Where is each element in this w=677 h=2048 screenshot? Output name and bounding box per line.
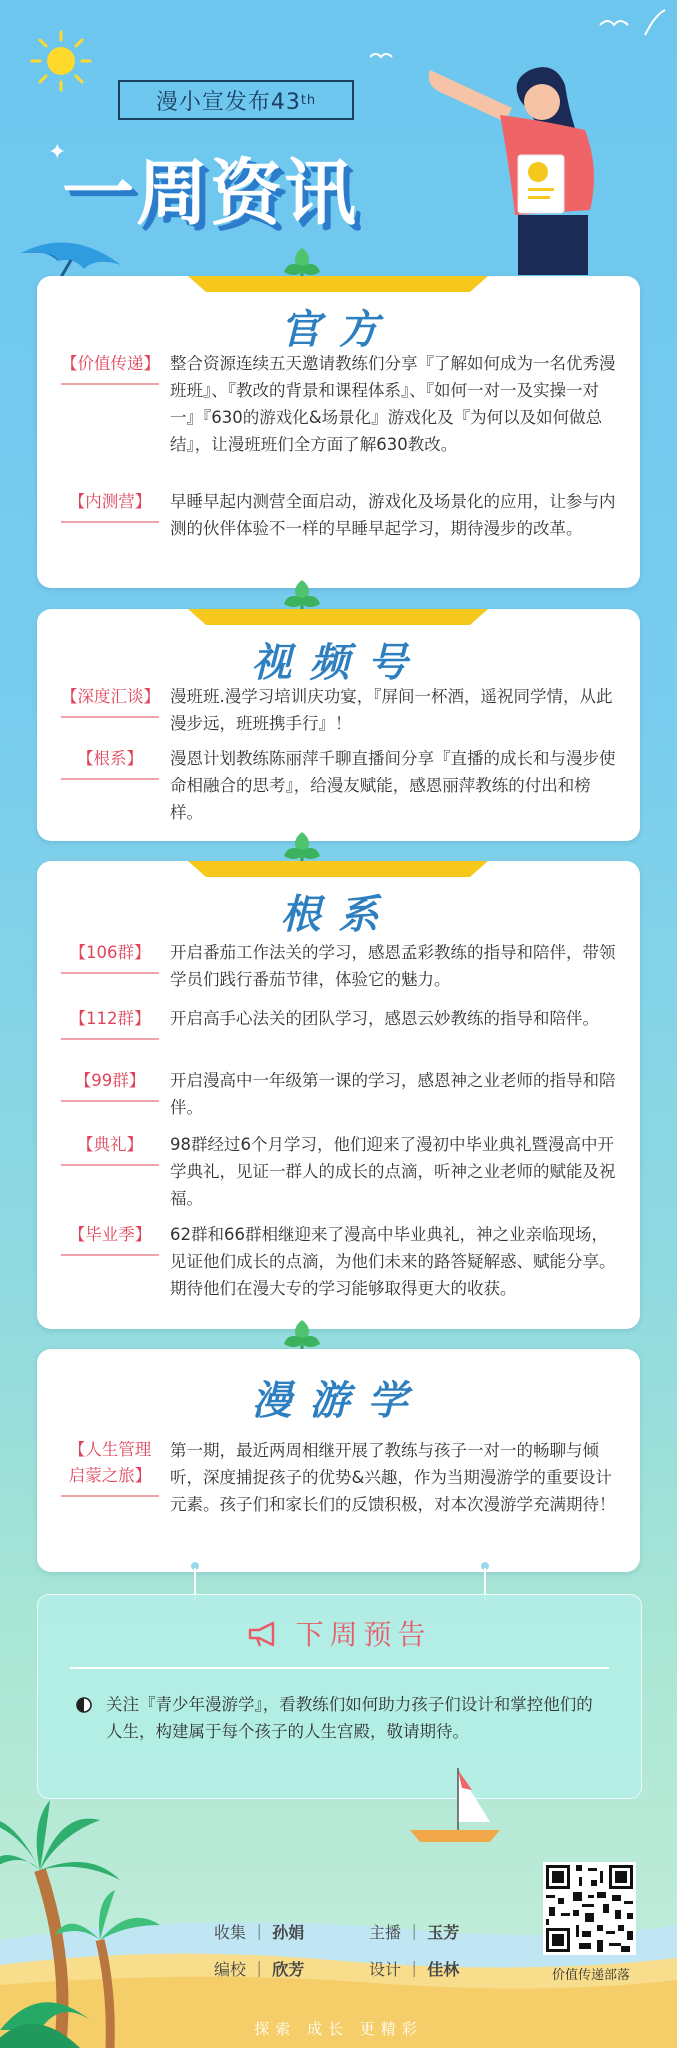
megaphone-icon (247, 1620, 281, 1648)
item-text: 开启漫高中一年级第一课的学习，感恩神之业老师的指导和陪伴。 (170, 1071, 616, 1117)
credit-label: 主播 (369, 1923, 402, 1942)
section-card-official (37, 276, 640, 588)
section-card-video (37, 609, 640, 841)
birds-decoration (370, 5, 670, 65)
section-title: 根系 (280, 891, 397, 938)
item-tag: 【根系】 (61, 745, 159, 780)
credit-collect: 收集 ｜ 孙娟 (214, 1923, 305, 1942)
section-card-travel-study (37, 1349, 640, 1572)
preview-text: 关注『青少年漫游学』，看教练们如何助力孩子们设计和掌控他们的人生，构建属于每个孩子的人生宫殿，敬请期待。 (106, 1695, 593, 1741)
preview-title-text: 下周预告 (295, 1618, 432, 1651)
section-title: 视频号 (251, 639, 426, 686)
issue-number: 漫小宣发布43 (155, 89, 301, 115)
card-tab (188, 609, 488, 625)
woman-illustration (420, 60, 620, 275)
item-text: 漫班班.漫学习培训庆功宴，『屏间一杯酒，遥祝同学情，从此漫步远，班班携手行』！ (170, 687, 613, 733)
item-tag: 【106群】 (61, 939, 159, 974)
half-circle-icon (76, 1697, 92, 1713)
credit-host: 主播 ｜ 玉芳 (369, 1923, 460, 1942)
card-tab (188, 861, 488, 877)
section-title: 漫游学 (251, 1377, 426, 1424)
preview-title (38, 1613, 641, 1653)
credit-label: 收集 (214, 1923, 247, 1942)
qr-caption: 价值传递部落 (551, 1968, 630, 1983)
item-text: 早睡早起内测营全面启动，游戏化及场景化的应用，让参与内测的伙伴体验不一样的早睡早起学习，期待漫步的改革。 (170, 492, 616, 538)
card-tab (188, 276, 488, 292)
item-text: 开启高手心法关的团队学习，感恩云妙教练的指导和陪伴。 (170, 1009, 599, 1028)
credit-name: 孙娟 (272, 1923, 305, 1942)
sparkle-icon: ✦ (48, 140, 67, 165)
credit-design: 设计 ｜ 佳林 (369, 1960, 460, 1979)
slogan: 探索 成长 更精彩 (254, 2020, 423, 2038)
credit-name: 玉芳 (427, 1923, 460, 1942)
item-text: 整合资源连续五天邀请教练们分享『了解如何成为一名优秀漫班班』、『教改的背景和课程体系』、『如何一对一及实操一对一』『630的游戏化&场景化』游戏化及『为何以及如何做总结』，让漫班班们全方面了解630教改。 (170, 354, 616, 454)
section-title: 官方 (280, 306, 397, 353)
page-title: 一周资讯 (62, 151, 359, 235)
item-text: 98群经过6个月学习，他们迎来了漫初中毕业典礼暨漫高中开学典礼，见证一群人的成长的点滴，听神之业老师的赋能及祝福。 (170, 1135, 616, 1208)
item-text: 62群和66群相继迎来了漫高中毕业典礼，神之业亲临现场，见证他们成长的点滴，为他们未来的路答疑解惑、赋能分享。期待他们在漫大专的学习能够取得更大的收获。 (170, 1225, 616, 1298)
item-tag: 【典礼】 (61, 1131, 159, 1166)
section-card-roots (37, 861, 640, 1329)
credit-name: 佳林 (427, 1960, 460, 1979)
item-tag: 【112群】 (61, 1005, 159, 1040)
issue-suffix: th (300, 92, 317, 108)
credit-label: 编校 (214, 1960, 247, 1979)
sun-icon (30, 30, 92, 92)
issue-label (118, 80, 354, 120)
item-tag: 【99群】 (61, 1067, 159, 1102)
credit-name: 欣芳 (272, 1960, 305, 1979)
credit-label: 设计 (369, 1960, 402, 1979)
qr-code-icon (543, 1862, 636, 1955)
item-text: 第一期，最近两周相继开展了教练与孩子一对一的畅聊与倾听，深度捕捉孩子的优势&兴趣，作为当期漫游学的重要设计元素。孩子们和家长们的反馈积极，对本次漫游学充满期待！ (170, 1441, 616, 1514)
divider (70, 1667, 609, 1669)
item-tag: 【价值传递】 (61, 350, 159, 385)
item-text: 开启番茄工作法关的学习，感恩孟彩教练的指导和陪伴，带领学员们践行番茄节律，体验它的魅力。 (170, 943, 616, 989)
item-tag: 【人生管理启蒙之旅】 (61, 1437, 159, 1497)
item-tag: 【内测营】 (61, 488, 159, 523)
credit-edit: 编校 ｜ 欣芳 (214, 1960, 305, 1979)
item-tag: 【深度汇谈】 (61, 683, 159, 718)
item-tag: 【毕业季】 (61, 1221, 159, 1256)
item-text: 漫恩计划教练陈丽萍千聊直播间分享『直播的成长和与漫步使命相融合的思考』，给漫友赋能，感恩丽萍教练的付出和榜样。 (170, 749, 616, 822)
